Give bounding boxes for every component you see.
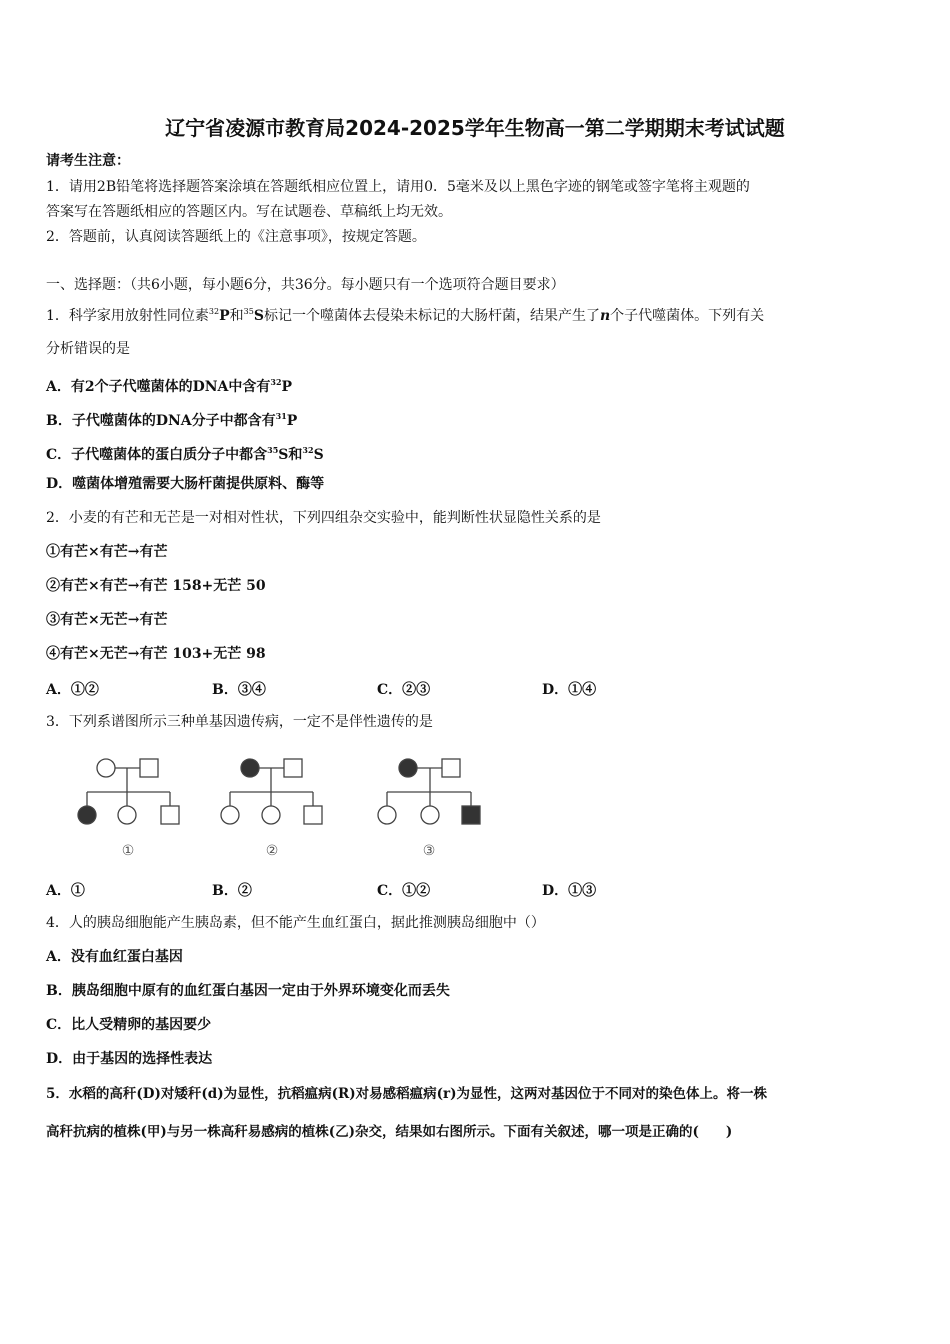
- pedigree-2: [221, 759, 322, 824]
- p2-father: [284, 759, 302, 777]
- p2-child-daughter-2: [262, 806, 280, 824]
- q1-option-d: D．噬菌体增殖需要大肠杆菌提供原料、酶等: [46, 476, 325, 492]
- q1-p: P: [219, 308, 230, 324]
- p3-child-daughter-2: [421, 806, 439, 824]
- q5-stem-line2: 高秆抗病的植株(甲)与另一株高秆易感病的植株(乙)杂交，结果如右图所示。下面有关叙述，哪一项是正确的( ): [46, 1124, 733, 1140]
- q1-option-a-end: P: [281, 379, 293, 395]
- q1-s: S: [253, 308, 264, 324]
- q1-option-b: [46, 407, 297, 430]
- q1-n: n: [599, 308, 611, 324]
- p3-child-daughter-1: [378, 806, 396, 824]
- p1-child-daughter: [118, 806, 136, 824]
- q4-stem: 4．人的胰岛细胞能产生胰岛素，但不能产生血红蛋白，据此推测胰岛细胞中（）: [46, 915, 545, 931]
- q4-option-d: D．由于基因的选择性表达: [46, 1051, 213, 1067]
- q1-sup-32: 32: [208, 307, 220, 316]
- q1-sup-35: 35: [243, 307, 254, 316]
- pedigree-figure: [60, 752, 500, 862]
- q1-option-c-text: C．子代噬菌体的蛋白质分子中都含: [46, 447, 268, 463]
- notice-item-1a: 1．请用2B铅笔将选择题答案涂填在答题纸相应位置上，请用0．5毫米及以上黑色字迹的钢笔或签字笔将主观题的: [46, 179, 750, 195]
- p2-child-daughter-1: [221, 806, 239, 824]
- pedigree-3-label: ③: [422, 843, 436, 859]
- notice-item-1b: 答案写在答题纸相应的答题区内。写在试题卷、草稿纸上均无效。: [46, 204, 452, 220]
- q1-text-b: 标记一个噬菌体去侵染未标记的大肠杆菌，结果产生了: [263, 308, 600, 324]
- q1-option-c-sup1: 35: [267, 445, 279, 455]
- q1-number: 1．: [46, 308, 69, 324]
- q2-item-4: ④有芒×无芒→有芒 103+无芒 98: [46, 646, 266, 662]
- q2-option-d: D．①④: [542, 682, 597, 698]
- p1-mother: [97, 759, 115, 777]
- q1-option-c-sup2: 32: [302, 445, 314, 455]
- q2-option-c: C．②③: [377, 682, 431, 698]
- q1-option-c-end: S: [313, 447, 324, 463]
- q2-stem: 2．小麦的有芒和无芒是一对相对性状，下列四组杂交实验中，能判断性状显隐性关系的是: [46, 510, 601, 526]
- q1-option-b-text: B．子代噬菌体的DNA分子中都含有: [46, 413, 276, 429]
- q3-option-a: A．①: [46, 883, 85, 899]
- q1-stem-line2: 分析错误的是: [46, 341, 130, 357]
- p3-father: [442, 759, 460, 777]
- q1-option-b-sup: 31: [275, 411, 287, 421]
- p3-mother-affected: [399, 759, 417, 777]
- pedigree-1: [78, 759, 179, 824]
- q2-option-a: A．①②: [46, 682, 99, 698]
- q2-item-3: ③有芒×无芒→有芒: [46, 612, 168, 628]
- q4-option-b: B．胰岛细胞中原有的血红蛋白基因一定由于外界环境变化而丢失: [46, 983, 450, 999]
- page-title: 辽宁省凌源市教育局2024-2025学年生物高一第二学期期末考试试题: [165, 116, 785, 140]
- q3-option-c: C．①②: [377, 883, 431, 899]
- p1-father: [140, 759, 158, 777]
- pedigree-1-label: ①: [121, 843, 135, 859]
- q2-item-2: ②有芒×有芒→有芒 158+无芒 50: [46, 578, 266, 594]
- p3-child-son-affected: [462, 806, 480, 824]
- q4-option-a: A．没有血红蛋白基因: [46, 949, 183, 965]
- q5-stem-line1: 5．水稻的高秆(D)对矮秆(d)为显性，抗稻瘟病(R)对易感稻瘟病(r)为显性，这两对基因位于不同对的染色体上。将一株: [46, 1086, 767, 1102]
- p2-mother-affected: [241, 759, 259, 777]
- q3-stem: 3．下列系谱图所示三种单基因遗传病，一定不是伴性遗传的是: [46, 714, 433, 730]
- q3-option-b: B．②: [212, 883, 252, 899]
- pedigree-2-label: ②: [265, 843, 279, 859]
- p1-child-son: [161, 806, 179, 824]
- q1-option-a-sup: 32: [270, 377, 282, 387]
- q1-text-a: 科学家用放射性同位素: [68, 308, 209, 324]
- notice-item-2: 2．答题前，认真阅读答题纸上的《注意事项》，按规定答题。: [46, 229, 426, 245]
- q1-option-c: [46, 441, 324, 464]
- q1-stem: [46, 303, 764, 325]
- q2-option-b: B．③④: [212, 682, 266, 698]
- q1-and: 和: [229, 308, 244, 324]
- q1-option-b-end: P: [286, 413, 298, 429]
- q1-text-c: 个子代噬菌体。下列有关: [610, 308, 765, 324]
- q1-option-a: [46, 373, 292, 396]
- notice-heading: 请考生注意：: [46, 153, 130, 169]
- q1-option-c-mid: S和: [278, 447, 303, 463]
- q1-option-a-text: A．有2个子代噬菌体的DNA中含有: [46, 379, 271, 395]
- pedigree-3: [378, 759, 480, 824]
- p2-child-son: [304, 806, 322, 824]
- section-heading: 一、选择题：（共6小题，每小题6分，共36分。每小题只有一个选项符合题目要求）: [46, 277, 565, 293]
- p1-child-affected-daughter: [78, 806, 96, 824]
- q3-option-d: D．①③: [542, 883, 597, 899]
- q4-option-c: C．比人受精卵的基因要少: [46, 1017, 212, 1033]
- q2-item-1: ①有芒×有芒→有芒: [46, 544, 168, 560]
